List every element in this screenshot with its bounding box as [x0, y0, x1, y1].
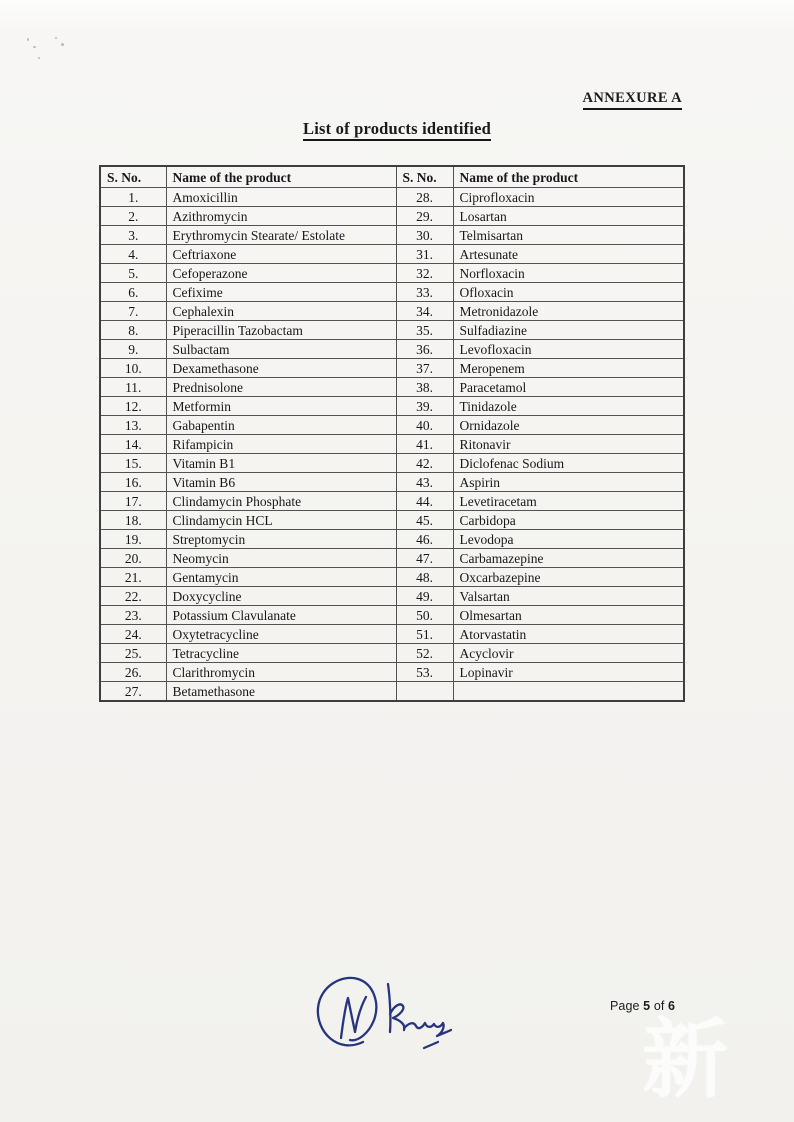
table-row: [100, 644, 684, 663]
cell-right-name: Carbamazepine: [453, 549, 684, 568]
cell-left-name: Streptomycin: [166, 530, 396, 549]
cell-left-no: 14.: [100, 435, 166, 454]
table-row: [100, 397, 684, 416]
cell-left-no: 12.: [100, 397, 166, 416]
title-wrap: [0, 119, 794, 139]
cell-right-name: Metronidazole: [453, 302, 684, 321]
cell-right-name: Levofloxacin: [453, 340, 684, 359]
cell-left-no: 8.: [100, 321, 166, 340]
page-number-of: of: [653, 999, 665, 1013]
cell-left-name: Tetracycline: [166, 644, 396, 663]
table-row: [100, 359, 684, 378]
cell-right-name: Diclofenac Sodium: [453, 454, 684, 473]
table-row: [100, 492, 684, 511]
cell-right-name: Ornidazole: [453, 416, 684, 435]
cell-right-no: 44.: [396, 492, 453, 511]
cell-left-no: 26.: [100, 663, 166, 682]
cell-left-name: Clarithromycin: [166, 663, 396, 682]
cell-right-name: Levetiracetam: [453, 492, 684, 511]
cell-right-name: Ofloxacin: [453, 283, 684, 302]
table-row: [100, 264, 684, 283]
cell-left-name: Dexamethasone: [166, 359, 396, 378]
page-number-prefix: Page: [610, 999, 640, 1013]
page-number-total: 6: [668, 999, 676, 1013]
cell-right-no: 48.: [396, 568, 453, 587]
cell-right-no: 46.: [396, 530, 453, 549]
cell-left-name: Cephalexin: [166, 302, 396, 321]
scan-speck: [38, 57, 40, 59]
cell-right-no: 41.: [396, 435, 453, 454]
cell-left-name: Ceftriaxone: [166, 245, 396, 264]
cell-left-name: Metformin: [166, 397, 396, 416]
table-row: [100, 625, 684, 644]
cell-right-name: Losartan: [453, 207, 684, 226]
scan-speck: [55, 37, 57, 39]
table-row: [100, 454, 684, 473]
cell-left-no: 10.: [100, 359, 166, 378]
cell-left-name: Clindamycin Phosphate: [166, 492, 396, 511]
table-row: [100, 549, 684, 568]
cell-right-no: 30.: [396, 226, 453, 245]
cell-left-no: 1.: [100, 188, 166, 207]
cell-right-no: 31.: [396, 245, 453, 264]
cell-left-name: Neomycin: [166, 549, 396, 568]
cell-left-name: Betamethasone: [166, 682, 396, 702]
cell-left-name: Clindamycin HCL: [166, 511, 396, 530]
cell-left-no: 27.: [100, 682, 166, 702]
cell-right-name: [453, 682, 684, 702]
cell-right-no: 29.: [396, 207, 453, 226]
cell-left-no: 23.: [100, 606, 166, 625]
handwritten-signature: [308, 970, 460, 1066]
table-row: [100, 226, 684, 245]
table-row: [100, 473, 684, 492]
cell-right-name: Carbidopa: [453, 511, 684, 530]
product-table-body: [100, 188, 684, 702]
cell-right-no: 49.: [396, 587, 453, 606]
cell-left-name: Cefixime: [166, 283, 396, 302]
table-row: [100, 416, 684, 435]
cell-right-no: 47.: [396, 549, 453, 568]
table-row: [100, 606, 684, 625]
cell-left-name: Gentamycin: [166, 568, 396, 587]
cell-left-no: 22.: [100, 587, 166, 606]
cell-left-no: 13.: [100, 416, 166, 435]
cell-right-no: 33.: [396, 283, 453, 302]
cell-left-name: Prednisolone: [166, 378, 396, 397]
cell-left-no: 19.: [100, 530, 166, 549]
table-row: [100, 587, 684, 606]
cell-right-no: 28.: [396, 188, 453, 207]
cell-right-no: 34.: [396, 302, 453, 321]
cell-left-no: 5.: [100, 264, 166, 283]
cell-right-no: 50.: [396, 606, 453, 625]
cell-right-no: 32.: [396, 264, 453, 283]
table-row: [100, 378, 684, 397]
cell-right-name: Ciprofloxacin: [453, 188, 684, 207]
cell-left-name: Potassium Clavulanate: [166, 606, 396, 625]
table-row: [100, 682, 684, 702]
cell-left-no: 20.: [100, 549, 166, 568]
cell-right-name: Aspirin: [453, 473, 684, 492]
scan-speck: [61, 43, 64, 46]
scan-speck: [33, 46, 36, 48]
cell-right-no: [396, 682, 453, 702]
header-name-right: Name of the product: [453, 166, 684, 188]
table-row: [100, 321, 684, 340]
header-sno-right: S. No.: [396, 166, 453, 188]
cell-right-no: 37.: [396, 359, 453, 378]
cell-left-name: Cefoperazone: [166, 264, 396, 283]
cell-left-name: Rifampicin: [166, 435, 396, 454]
header-sno-left: S. No.: [100, 166, 166, 188]
cell-left-no: 18.: [100, 511, 166, 530]
cell-right-name: Ritonavir: [453, 435, 684, 454]
cell-left-name: Doxycycline: [166, 587, 396, 606]
cell-right-no: 40.: [396, 416, 453, 435]
cell-left-no: 16.: [100, 473, 166, 492]
cell-right-no: 36.: [396, 340, 453, 359]
cell-right-name: Telmisartan: [453, 226, 684, 245]
cell-right-no: 51.: [396, 625, 453, 644]
scan-speck: [27, 38, 29, 41]
cell-right-name: Paracetamol: [453, 378, 684, 397]
cell-right-name: Acyclovir: [453, 644, 684, 663]
table-header-row: [100, 166, 684, 188]
table-row: [100, 530, 684, 549]
table-row: [100, 188, 684, 207]
cell-left-no: 15.: [100, 454, 166, 473]
cell-left-no: 6.: [100, 283, 166, 302]
table-row: [100, 435, 684, 454]
cell-left-no: 17.: [100, 492, 166, 511]
table-row: [100, 340, 684, 359]
cell-right-name: Meropenem: [453, 359, 684, 378]
cell-left-no: 11.: [100, 378, 166, 397]
cell-left-name: Amoxicillin: [166, 188, 396, 207]
cell-right-name: Tinidazole: [453, 397, 684, 416]
cell-right-no: 35.: [396, 321, 453, 340]
cell-left-name: Vitamin B6: [166, 473, 396, 492]
header-name-left: Name of the product: [166, 166, 396, 188]
cell-right-name: Sulfadiazine: [453, 321, 684, 340]
table-row: [100, 245, 684, 264]
cell-left-no: 24.: [100, 625, 166, 644]
cell-left-no: 4.: [100, 245, 166, 264]
cell-left-name: Erythromycin Stearate/ Estolate: [166, 226, 396, 245]
cell-right-name: Artesunate: [453, 245, 684, 264]
cell-left-name: Sulbactam: [166, 340, 396, 359]
cell-right-name: Atorvastatin: [453, 625, 684, 644]
cell-left-name: Piperacillin Tazobactam: [166, 321, 396, 340]
cell-right-name: Olmesartan: [453, 606, 684, 625]
cell-left-no: 3.: [100, 226, 166, 245]
cell-left-no: 7.: [100, 302, 166, 321]
products-table: [99, 165, 685, 702]
page-title: List of products identified: [303, 119, 491, 141]
cell-right-name: Levodopa: [453, 530, 684, 549]
cell-right-name: Norfloxacin: [453, 264, 684, 283]
page-number-current: 5: [643, 999, 651, 1013]
cell-left-no: 21.: [100, 568, 166, 587]
cell-left-name: Azithromycin: [166, 207, 396, 226]
table-row: [100, 568, 684, 587]
cell-right-name: Valsartan: [453, 587, 684, 606]
cell-left-no: 25.: [100, 644, 166, 663]
faint-watermark-glyph: 新: [642, 1012, 728, 1108]
annexure-label: ANNEXURE A: [583, 90, 682, 110]
cell-left-name: Oxytetracycline: [166, 625, 396, 644]
cell-right-no: 45.: [396, 511, 453, 530]
cell-right-no: 39.: [396, 397, 453, 416]
table-row: [100, 663, 684, 682]
table-row: [100, 207, 684, 226]
cell-left-name: Vitamin B1: [166, 454, 396, 473]
cell-right-no: 53.: [396, 663, 453, 682]
table-row: [100, 511, 684, 530]
cell-right-no: 38.: [396, 378, 453, 397]
cell-left-no: 9.: [100, 340, 166, 359]
table-row: [100, 283, 684, 302]
cell-left-no: 2.: [100, 207, 166, 226]
cell-right-no: 52.: [396, 644, 453, 663]
cell-left-name: Gabapentin: [166, 416, 396, 435]
cell-right-name: Oxcarbazepine: [453, 568, 684, 587]
table-row: [100, 302, 684, 321]
cell-right-no: 42.: [396, 454, 453, 473]
cell-right-no: 43.: [396, 473, 453, 492]
cell-right-name: Lopinavir: [453, 663, 684, 682]
